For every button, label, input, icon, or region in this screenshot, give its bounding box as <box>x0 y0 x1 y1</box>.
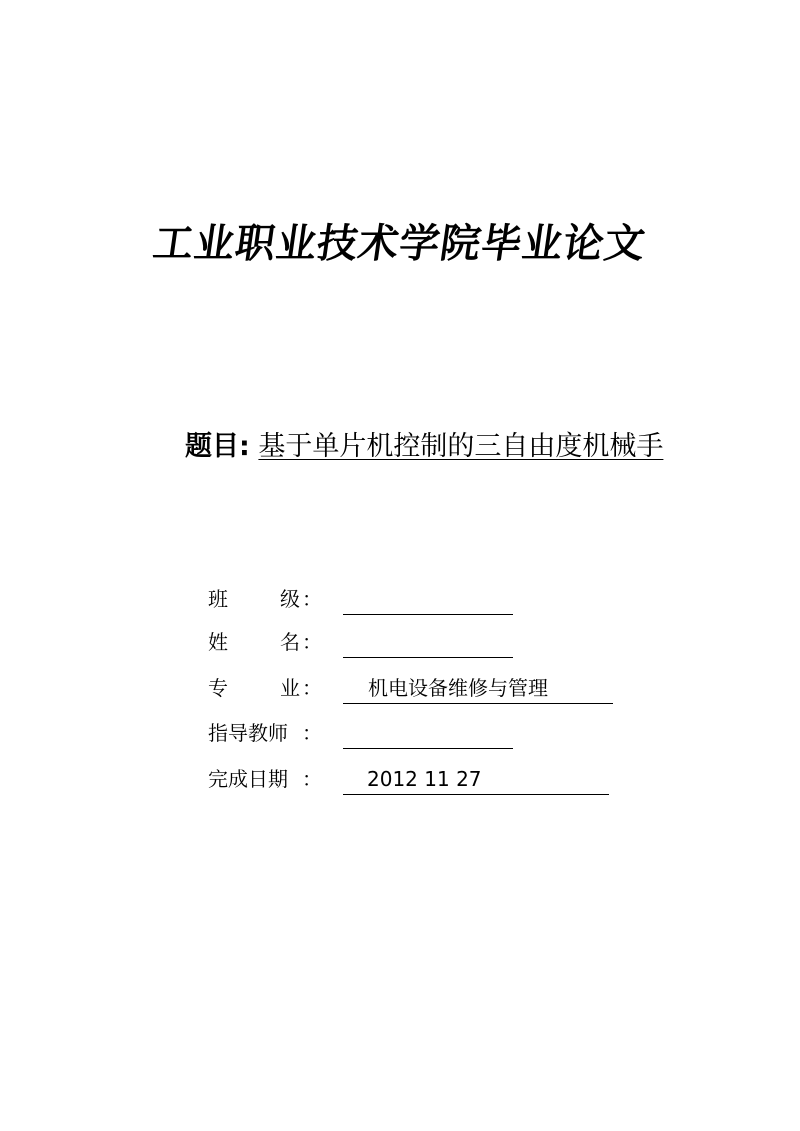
completion-date-value: 2012 11 27 <box>367 767 482 791</box>
name-row <box>208 627 628 661</box>
advisor-label-text: 指导教师 <box>208 721 288 745</box>
name-field <box>343 627 513 658</box>
class-colon: ： <box>302 587 322 611</box>
thesis-topic-line <box>185 424 663 463</box>
class-field <box>343 584 513 615</box>
topic-label: 题目: <box>185 431 250 462</box>
class-label-char-2: 级 <box>280 587 300 611</box>
major-label-char-1: 专 <box>208 676 228 700</box>
major-label-char-2: 业 <box>280 676 300 700</box>
completion-date-row <box>208 764 628 798</box>
major-row <box>208 673 628 707</box>
completion-date-field <box>343 764 609 795</box>
completion-date-label-text: 完成日期 <box>208 767 288 791</box>
name-label-char-2: 名 <box>280 630 300 654</box>
class-row <box>208 584 628 618</box>
topic-value: 基于单片机控制的三自由度机械手 <box>258 431 664 462</box>
name-label-char-1: 姓 <box>208 630 228 654</box>
advisor-field <box>343 718 513 749</box>
thesis-cover-title: 工业职业技术学院毕业论文 <box>150 220 649 267</box>
class-label-char-1: 班 <box>208 587 228 611</box>
name-colon: ： <box>302 630 322 654</box>
major-field <box>343 673 613 704</box>
advisor-colon: ： <box>302 721 322 745</box>
advisor-row <box>208 718 628 752</box>
completion-date-colon: ： <box>302 767 322 791</box>
major-colon: ： <box>302 676 322 700</box>
major-value: 机电设备维修与管理 <box>368 676 548 700</box>
